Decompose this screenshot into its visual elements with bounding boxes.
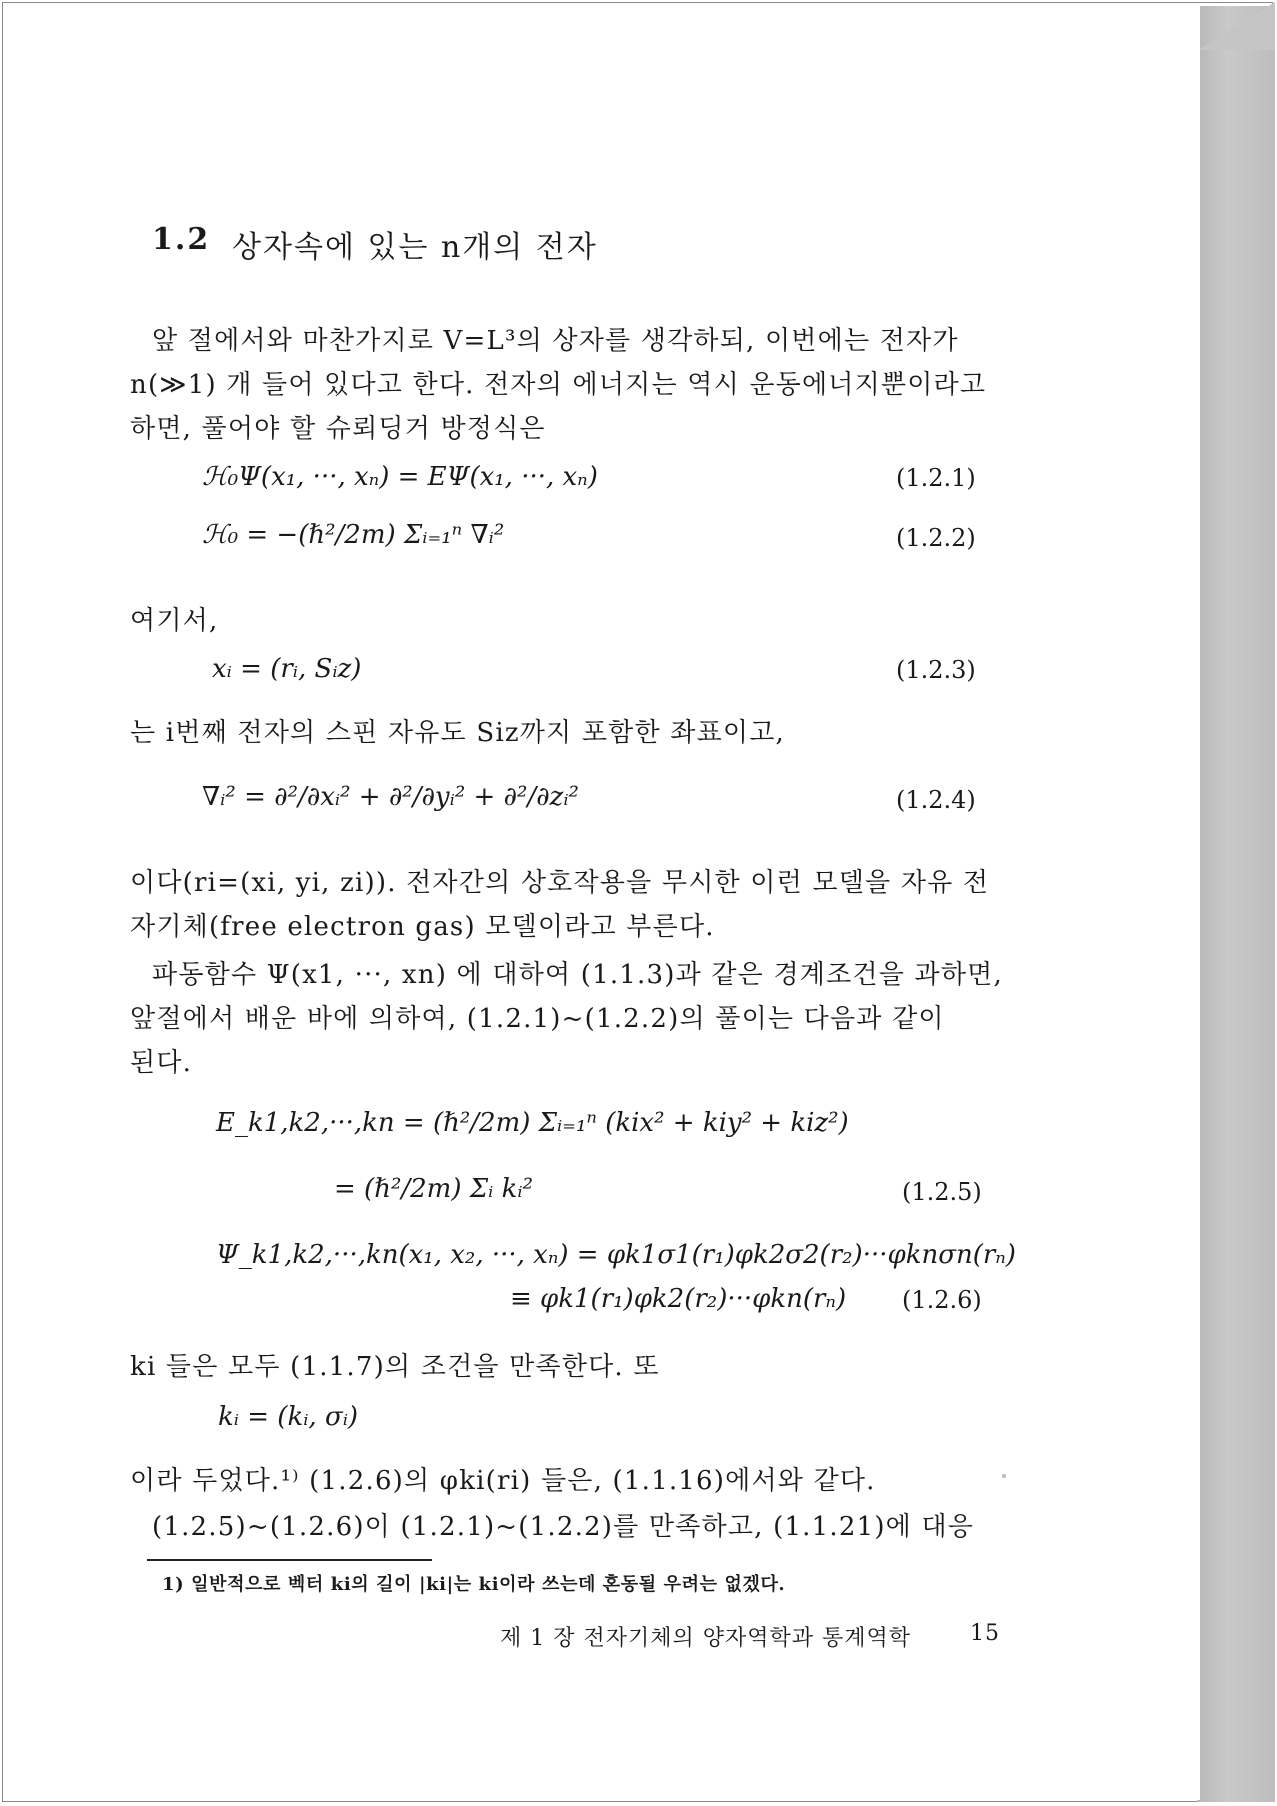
equation: ≡ φk1(r₁)φk2(r₂)···φkn(rₙ) [510,1284,847,1314]
page-stack-edge-top [1197,2,1275,50]
section-number: 1.2 [152,222,211,257]
paragraph-line: 파동함수 Ψ(x1, ···, xn) 에 대하여 (1.1.3)과 같은 경계조건을 과하면, [152,960,1003,990]
equation: ℋ₀ = −(ℏ²/2m) Σᵢ₌₁ⁿ ∇ᵢ² [202,520,505,550]
page-number: 15 [970,1621,1000,1646]
footnote: 1) 일반적으로 벡터 ki의 길이 |ki|는 ki이라 쓰는데 혼동될 우려는 없겠다. [162,1574,786,1595]
scan-speck [1002,1474,1006,1478]
book-page [4,4,1200,1800]
page-stack-edge [1197,6,1275,1802]
section-title: 상자속에 있는 n개의 전자 [232,230,598,265]
paragraph-line: 여기서, [130,606,219,636]
running-footer: 제 1 장 전자기체의 양자역학과 통계역학 [500,1626,911,1651]
paragraph-line: 하면, 풀어야 할 슈뢰딩거 방정식은 [130,414,546,444]
paragraph-line: 이다(ri=(xi, yi, zi)). 전자간의 상호작용을 무시한 이런 모델을 자유 전 [130,868,990,898]
equation: xᵢ = (rᵢ, Sᵢz) [212,654,362,684]
equation-number: (1.2.6) [902,1286,982,1314]
equation-number: (1.2.2) [896,524,976,552]
paragraph-line: 이라 두었다.¹⁾ (1.2.6)의 φki(ri) 들은, (1.1.16)에서와 같다. [130,1466,876,1496]
paragraph-line: n(≫1) 개 들어 있다고 한다. 전자의 에너지는 역시 운동에너지뿐이라고 [130,370,987,400]
paragraph-line: 는 i번째 전자의 스핀 자유도 Siz까지 포함한 좌표이고, [130,718,785,748]
equation: Ψ_k1,k2,···,kn(x₁, x₂, ···, xₙ) = φk1σ1(r₁)φk2σ2(r₂)···φknσn(rₙ) [216,1240,1016,1270]
equation: E_k1,k2,···,kn = (ℏ²/2m) Σᵢ₌₁ⁿ (kix² + kiy² + kiz²) [216,1108,849,1138]
equation: ∇ᵢ² = ∂²/∂xᵢ² + ∂²/∂yᵢ² + ∂²/∂zᵢ² [202,782,579,812]
equation: kᵢ = (kᵢ, σᵢ) [218,1402,359,1432]
equation-number: (1.2.5) [902,1178,982,1206]
paragraph-line: 앞절에서 배운 바에 의하여, (1.2.1)~(1.2.2)의 풀이는 다음과 같이 [130,1004,945,1034]
equation: = (ℏ²/2m) Σᵢ kᵢ² [334,1174,534,1204]
footnote-rule [147,1559,432,1561]
paragraph-line: 자기체(free electron gas) 모델이라고 부른다. [130,912,715,942]
equation-number: (1.2.3) [896,656,976,684]
paragraph-line: (1.2.5)~(1.2.6)이 (1.2.1)~(1.2.2)를 만족하고, (1.1.21)에 대응 [152,1512,975,1542]
paragraph-line: ki 들은 모두 (1.1.7)의 조건을 만족한다. 또 [130,1352,660,1382]
equation-number: (1.2.4) [896,786,976,814]
equation-number: (1.2.1) [896,464,976,492]
paragraph-line: 된다. [130,1048,193,1078]
equation: ℋ₀Ψ(x₁, ···, xₙ) = EΨ(x₁, ···, xₙ) [202,462,598,492]
paragraph-line: 앞 절에서와 마찬가지로 V=L³의 상자를 생각하되, 이번에는 전자가 [152,326,959,356]
